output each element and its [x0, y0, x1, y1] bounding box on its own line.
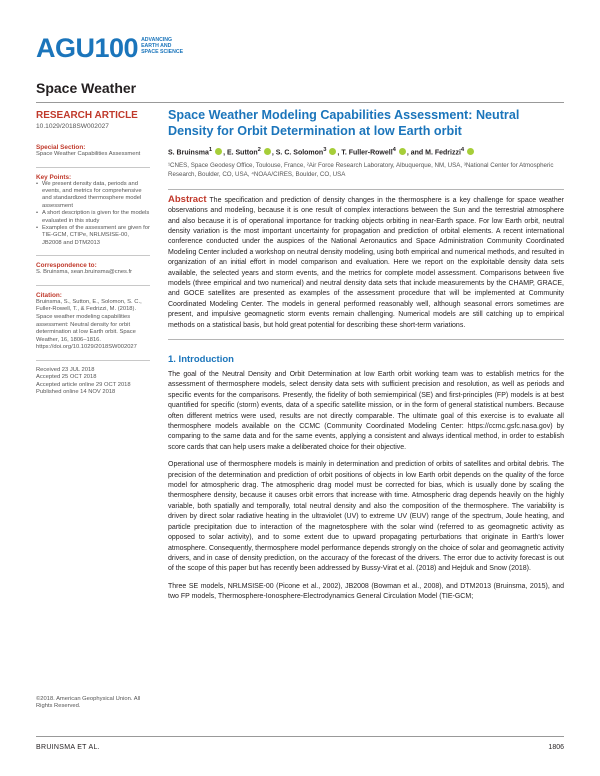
orcid-icon[interactable]: [399, 148, 406, 155]
body-paragraph: The goal of the Neutral Density and Orbit Determination at low Earth orbit working team was to establish metrics for the assessment of thermosphere models, select density data sets with sufficient precision and resolution, as well as periods and specific events for the comparisons. Presently, the fidelity of both semiempirical (SE) and first-principles (FP) models is at best quantified for specific (storm) events, data of a specific satellite mission, or in the form of general statistical numbers. Because often different metrics were used, results are not directly comparable. The ultimate goal of this exercise is to evaluate all thermosphere models available on the CCMC (Community Coordinated Modeling Center: https://ccmc.gsfc.nasa.gov) by comparing to the same data and for the same events, applying a consistent and always identical method, in order to establish score cards that can help users make a deliberated choice for their objective.: [168, 371, 564, 451]
agu-logo: [36, 34, 201, 62]
author-name[interactable]: S. Bruinsma: [168, 149, 209, 157]
author-sup: 4: [392, 147, 396, 153]
special-section: [36, 144, 150, 159]
key-point: • We present density data, periods and events, and metrics for comprehensive and standardized thermosphere model assessment: [36, 181, 150, 211]
doi[interactable]: 10.1029/2018SW002027: [36, 123, 109, 130]
key-point: • A short description is given for the models evaluated in this study: [36, 210, 150, 225]
sidebar-divider: [36, 360, 150, 361]
date-online: Accepted article online 29 OCT 2018: [36, 381, 131, 388]
abstract-divider: [168, 339, 564, 340]
footer-divider: [36, 736, 564, 737]
journal-header: [36, 33, 576, 96]
author-name[interactable]: T. Fuller-Rowell: [341, 149, 393, 157]
publication-dates: [36, 367, 150, 397]
author-sup: 2: [257, 147, 261, 153]
key-points-list: [36, 181, 150, 248]
abstract-divider: [168, 189, 564, 190]
date-published: Published online 14 NOV 2018: [36, 389, 116, 396]
affiliations: ¹CNES, Space Geodesy Office, Toulouse, France, ²Air Force Research Laboratory, Albuquerque, NM, USA, ³National Center for Atmospheric Research, Boulder, CO, USA, ⁴NOAA/CIRES, Boulder, CO, USA: [168, 162, 554, 178]
key-points-label: Key Points:: [36, 173, 72, 181]
author-name[interactable]: E. Sutton: [226, 149, 258, 157]
orcid-icon[interactable]: [467, 148, 474, 155]
citation-text: Bruinsma, S., Sutton, E., Solomon, S. C., Fuller-Rowell, T., & Fedrizzi, M. (2018). Space weather modeling capabilities assessment: Neutral density for orbit determination at low Earth orbit. Space Weather, 16, 1806–1816. https://doi.org/10.1029/2018SW002027: [36, 298, 142, 351]
key-point: • Examples of the assessment are given for TIE-GCM, CTIPe, NRLMSISE-00, JB2008 and DTM2013: [36, 225, 150, 247]
author-name[interactable]: S. C. Solomon: [275, 149, 324, 157]
sidebar-divider: [36, 255, 150, 256]
author-sup: 3: [323, 147, 327, 153]
author-name[interactable]: and M. Fedrizzi: [410, 149, 461, 157]
page-number: 1806: [548, 744, 564, 751]
article-main: [168, 108, 564, 603]
abstract-label: Abstract: [168, 193, 207, 205]
orcid-icon[interactable]: [264, 148, 271, 155]
orcid-icon[interactable]: [215, 148, 222, 155]
sidebar: [36, 110, 150, 397]
author-list: S. Bruinsma$^1$ , E. Sutton$^2$ , S. C. Solomon$^3$ , T. Fuller-Rowell$^4$ , and M. Fedrizzi$^4$: [168, 146, 564, 157]
author-sup: 1: [208, 147, 213, 153]
body-paragraph: Operational use of thermosphere models is mainly in determination and prediction of orbits of satellites and orbital debris. The precision of the determination and prediction of orbit positions of objects in low Earth orbit depends on the quality of the force model for atmospheric drag. The atmospheric drag model must be corrected for bias, which is usually done by scaling the thermosphere density, because it causes orbit errors that increase with time. Atmospheric drag depends heavily on the highly variable, both spatially and temporally, total neutral density and also the composition of the thermosphere. The variability is driven by direct solar radiative heating in the ultraviolet (UV) to extreme UV (EUV) range of the spectrum, Joule heating, and particle precipitation due to interaction of the magnetosphere with the solar wind (referred to as geomagnetic activity as opposed to solar activity), and to some extent due to upward propagating perturbations that originate in Earth's lower atmosphere. Consequently, thermosphere model performance depends strongly on the choice of solar and geomagnetic activity drivers, and in case of density prediction, on the accuracy of the forecast of the drivers. The error due to activity forecast is out of the scope of this paper but has recently been addressed by Bussy-Virat et al. (2018) and Hejduk and Snow (2018).: [168, 461, 564, 573]
sidebar-divider: [36, 285, 150, 286]
correspondence-label: Correspondence to:: [36, 262, 97, 270]
logo-tagline: ADVANCING EARTH AND SPACE SCIENCE: [141, 37, 184, 55]
sidebar-divider: [36, 167, 150, 168]
article-title: Space Weather Modeling Capabilities Assessment: Neutral Density for Orbit Determination at low Earth orbit: [168, 108, 520, 138]
orcid-icon[interactable]: [329, 148, 336, 155]
logo-100-text: 100: [94, 33, 139, 63]
journal-name: Space Weather: [36, 80, 137, 96]
special-section-text: Space Weather Capabilities Assessment: [36, 151, 141, 157]
article-type: RESEARCH ARTICLE: [36, 110, 138, 121]
special-section-label: Special Section:: [36, 144, 86, 151]
section-heading: 1. Introduction: [168, 354, 234, 366]
correspondence-text[interactable]: S. Bruinsma, sean.bruinsma@cnes.fr: [36, 269, 133, 276]
citation-label: Citation:: [36, 291, 62, 299]
header-divider: [36, 102, 564, 103]
date-received: Received 23 JUL 2018: [36, 367, 95, 373]
abstract: [168, 195, 564, 331]
copyright: ©2018. American Geophysical Union. All Rights Reserved.: [36, 696, 141, 710]
date-accepted: Accepted 25 OCT 2018: [36, 374, 97, 381]
body-paragraph: Three SE models, NRLMSISE-00 (Picone et al., 2002), JB2008 (Bowman et al., 2008), and DTM2013 (Bruinsma, 2015), and two FP models, Thermosphere-Ionosphere-Electrodynamics General Circulation Model (TIE-GCM;: [168, 582, 564, 601]
author-sup: 4: [460, 147, 465, 153]
logo-agu-text: AGU: [36, 33, 95, 63]
running-footer-authors: BRUINSMA ET AL.: [36, 744, 100, 751]
abstract-text: The specification and prediction of density changes in the thermosphere is a key challenge for space weather observations and modeling, because it is one result of complex interactions between the Sun and the terrestrial atmosphere and also because it is of operational importance for tracking objects orbiting in near-Earth space. For low Earth orbit, neutral density variation is the most important uncertainty for propagation and prediction of orbital elements. A recent international conference conducted under the auspices of the National Aeronautics and Space Administration Community Coordinated Modeling Center included a workshop on neutral density modeling, using both empirical and numerical methods, and resulted in organization of an initial effort in model comparison and evaluation. Here we report on the exploitable density data sets available, the selected years and storm events, and the metrics for complete model assessment. Comparisons between five models (three empirical and two numerical) and neutral density data sets that include measurements by the CHAMP, GRACE, and GOCE satellites are presented as examples of the assessment procedure that will be implemented at Community Coordinated Modeling Center. The models in general performed reasonably well, although seasonal errors sometimes are present, and impulsive geomagnetic storm events remain challenging. Numerical models are still catching up to empirical methods on a statistical basis, but hold great potential for describing these short-term variations.: [168, 196, 564, 329]
